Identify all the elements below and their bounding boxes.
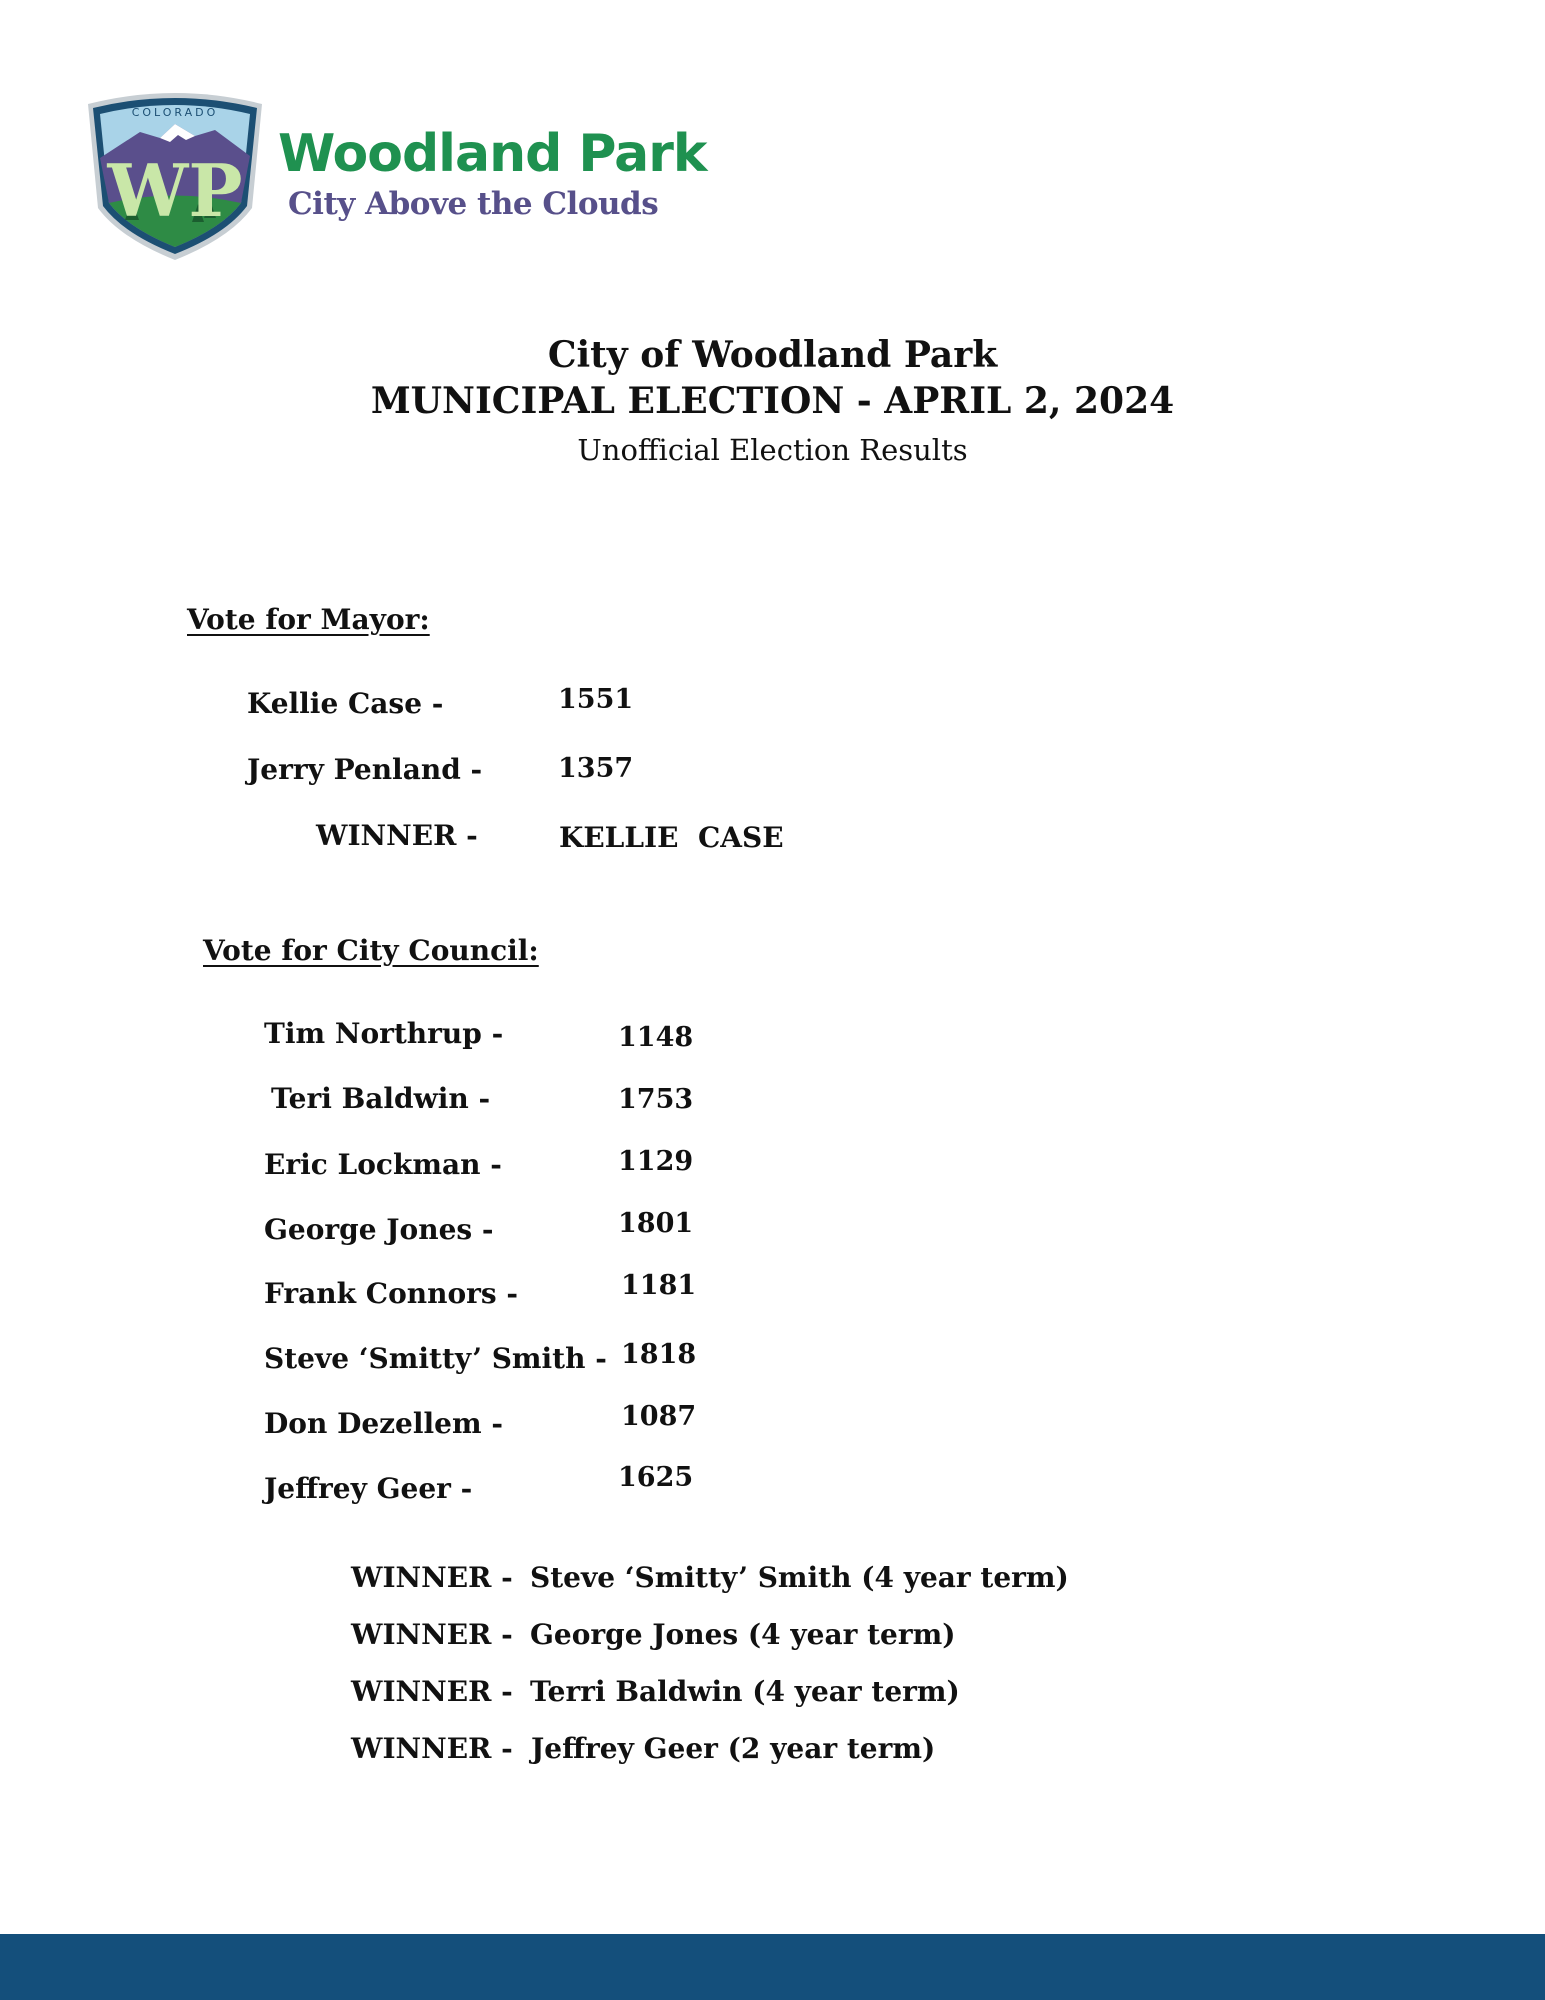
mayor-candidate-votes: 1551 [558, 684, 634, 715]
mayor-candidate-votes: 1357 [558, 753, 634, 784]
council-candidate-votes: 1801 [618, 1208, 694, 1239]
council-winner-label: WINNER - [351, 1561, 513, 1594]
council-winner-label: WINNER - [351, 1618, 513, 1651]
council-candidate-name: Steve ‘Smitty’ Smith - [264, 1342, 607, 1375]
woodland-park-badge-icon [80, 88, 270, 263]
mayor-winner-label: WINNER - [316, 819, 478, 852]
mayor-heading: Vote for Mayor: [187, 603, 430, 636]
council-candidate-votes: 1818 [621, 1339, 697, 1370]
document-title: City of Woodland Park [547, 334, 998, 376]
council-winner-text: Steve ‘Smitty’ Smith (4 year term) [530, 1561, 1069, 1594]
council-candidate-name: George Jones - [264, 1213, 494, 1246]
city-logo [80, 88, 270, 263]
council-candidate-name: Jeffrey Geer - [264, 1472, 473, 1505]
council-winner-text: George Jones (4 year term) [530, 1618, 956, 1651]
council-candidate-votes: 1087 [621, 1401, 697, 1432]
council-candidate-name: Eric Lockman - [264, 1148, 502, 1181]
results-note: Unofficial Election Results [577, 433, 968, 467]
mayor-candidate-name: Jerry Penland - [247, 753, 483, 786]
svg-text:COLORADO: COLORADO [131, 106, 219, 119]
council-candidate-votes: 1148 [618, 1022, 694, 1053]
svg-text:WP: WP [107, 148, 243, 233]
brand-name: Woodland Park [278, 124, 707, 184]
council-winner-label: WINNER - [351, 1732, 513, 1765]
brand-tagline: City Above the Clouds [288, 186, 659, 222]
council-winner-text: Terri Baldwin (4 year term) [530, 1675, 960, 1708]
council-candidate-votes: 1753 [618, 1084, 694, 1115]
election-subtitle: MUNICIPAL ELECTION - APRIL 2, 2024 [370, 380, 1175, 422]
council-candidate-name: Teri Baldwin - [271, 1082, 491, 1115]
council-heading: Vote for City Council: [203, 934, 539, 967]
mayor-winner-name: KELLIE CASE [559, 821, 784, 854]
council-candidate-votes: 1129 [618, 1146, 694, 1177]
council-candidate-name: Tim Northrup - [264, 1017, 504, 1050]
mayor-candidate-name: Kellie Case - [247, 687, 444, 720]
footer-band [0, 1934, 1545, 2000]
council-candidate-votes: 1181 [621, 1270, 697, 1301]
council-candidate-name: Frank Connors - [264, 1277, 519, 1310]
council-candidate-name: Don Dezellem - [264, 1407, 503, 1440]
council-winner-text: Jeffrey Geer (2 year term) [531, 1732, 936, 1765]
council-winner-label: WINNER - [351, 1675, 513, 1708]
council-candidate-votes: 1625 [618, 1462, 694, 1493]
